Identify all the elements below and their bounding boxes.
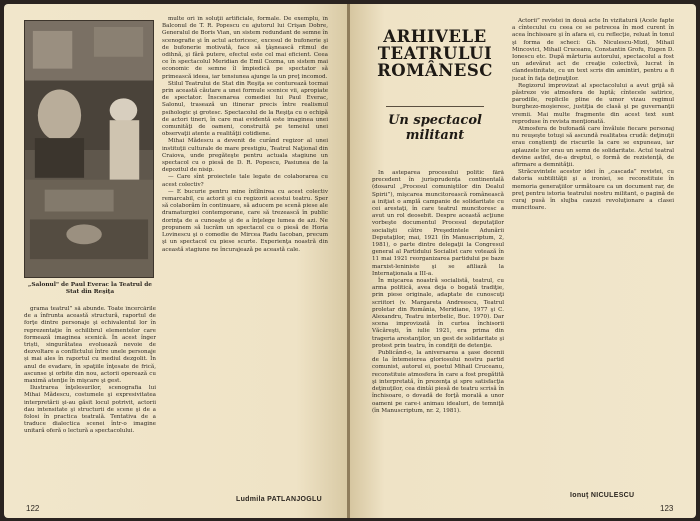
paragraph: În asteparea procesului politic fără precedent în jurisprudența continentală (dosarul „Procesul comuniştilor din Dealul Spirii”), mişcarea muncitorească românească a iniţiat o amplă campanie de solidaritate cu cei arestaţi, în care teatrul muncitoresc a avut un rol deosebit. Despre această acţiune vorbeşte documentul Procesul deputaţilor socialişti către Preşedintele Adunării Deputaţilor, mai, 1921 (în Manuscriptum, 2, 1981), o parte dintre delegaţii la Congresul general al Partidului Socialist care votează în 11 mai 1921 reorganizarea partidului pe baze marxist-leniniste şi se afiliază la Internaţionala a III-a. [372, 170, 504, 277]
right-column-2 [512, 18, 674, 488]
paragraph: Mihai Mădescu a devenit de curând regizor al unei instituţii culturale de mare prestigiu, Teatrul Naţional din Craiova, unde pregăteşte pentru actuala stagiune un spectacol cu o piesă de D. R. Popescu, Pasiunea de la depozitul de nisip. [162, 138, 328, 174]
article-title: Un spectacol militant [388, 113, 482, 143]
page-number: 122 [26, 504, 40, 513]
paragraph: — E bucurie pentru mine întîlnirea cu acest colectiv remarcabil, cu actorii şi cu regizorii acestui teatru. Sper să colaborăm în continuare, să aducem pe scenă piese ale dramaturgiei contemporane, care să trezească în public dorinţa de a cunoaşte şi de a înţelege lumea de azi. Ne propunem să lucrăm un spectacol cu o piesă de Horia Lovinescu şi o comedie de Mircea Radu Iacoban, precum şi un spectacol cu piese scurte. Experienţa noastră din această stagiune ne încurajează pe această cale. [162, 188, 328, 253]
paragraph: — Care sînt proiectele tale legate de colaborarea cu acest colectiv? [162, 174, 328, 188]
magazine-spread [4, 4, 696, 518]
paragraph: Regizorul improvizat al spectacolului a avut grijă să păstreze vie atmosfera de luptă; cîntecele satirice, parodiile, replicile pline de umor vizau regimul burghezo-moşieresc, justiţia de clasă şi pe guvernanţii vremii. Mai multe fragmente din acest text sunt reproduse în revista menţionată. [512, 82, 674, 125]
section-title: ARHIVELE TEATRULUI ROMÂNESC [377, 27, 493, 80]
paragraph: grama teatrul” să abunde. Toate încercările de a înfrunta această structură, raportul de forţe dintre personaje şi echivalentul lor în reprezentaţie în echilibrul elementelor care formează imaginea scenică. În acest înger triști, singurătatea evoluează nevoie de dezvoltare a conflictului între unele personaje și mai ales în raportul cu mediul dezgolit. În anul de evadare, în spaţiile înţesate de frică, ascunse şi orbite din nou, actorii operează cu maximă atenţie în mişcare şi gest. [24, 306, 156, 385]
title-divider [386, 106, 484, 107]
paragraph: multe ori în soluţii artificiale, formale. De exemplu, în Balconul de T. R. Popescu cu ajutorul lui Crişan Dobre, Generalul de Boris Vian, un sistem redundant de semne în scenografie şi în actul actoricesc, excesul de bufonerie şi de bufonerie motivată, face să ţâşnească ritmul de odihnă, şi fără putere, efectul este cel mai eficient. Ceea ce în spectacolul Meridian de Emil Cozma, un sistem mai economic de semne îl împiedică pe spectator să primească ideea, iar tensiunea ajunge la un preţ incomod. [162, 16, 328, 80]
paragraph: Actorii” revistei în două acte În vizitatură (Acele fapte a cîntecului cu ceea ce se petrecea în mod curent în acea închisoare şi în afara ei, cu reflecţie, reluat în tonul şi forma de scheci: Gh. Niculescu-Mizil, Mihail Mincovici, Mihail Cruceanu, Constantin Grofu, Eugen D. Ionescu etc. După mărturia autorului, spectacolul a fost un adevărat act de creaţie colectivă, lucrat în clandestinitate, cu un text scris din amintiri, pentru a fi jucat în faţa deţinuţilor. [512, 18, 674, 82]
paragraph: Străcuvintele acestor idei în „cascada” revistei, cu datoria subtilităţii şi a ironiei, se reconstituie în memoria generaţiilor următoare ca un document rar, de preţ pentru istoria teatrului nostru militant, o pagină de curaj pusă în slujba cauzei revoluţionare a clasei muncitoare. [512, 169, 674, 212]
author-signature: Ludmila PATLANJOGLU [236, 496, 322, 503]
paragraph: Atmosfera de bufonadă care învăluie fiecare personaj nu reuşeşte totuşi să ascundă realitatea crudă: deţinuţii erau conştienţi de riscurile la care se expuneau, iar aplauzele lor erau un semn de solidaritate. Actul teatral devine astfel, de-a dreptul, o formă de rezistenţă, de afirmare a demnităţii. [512, 126, 674, 169]
page-number: 123 [660, 504, 674, 513]
left-column-2 [162, 16, 328, 492]
left-page [4, 4, 348, 518]
right-column-1 [372, 170, 504, 500]
stage-scene-image [25, 21, 153, 277]
paragraph: În mişcarea noastră socialistă, teatrul, cu arma politică, avea deja o bogată tradiţie, prin piese originale, adaptate de cunoscuţi scriitori (v. Margareta Andreescu, Teatrul proletar din România, Meridiane, 1977 şi C. Alexandru, Teatru interbelic, Buc. 1970). Dar scena improvizată în curtea închisorii Văcăreşti, în iulie 1921, era prima din trageria arestanţilor, un gest de solidaritate şi protest prin teatru, în condiţii de detenţie. [372, 278, 504, 349]
paragraph: Ilustrarea înţelesurilor, scenografia lui Mihai Mădescu, costumele şi expresivitatea interpretării şi-au găsit locul potrivit, actorii dau intensitate şi structurii de scene şi de a folosi în practica teatrală. Tentativa de a traduce dialectica scenei într-o imagine unitară oferă o lectură a spectacolului. [24, 385, 156, 435]
paragraph: Publicând-o, la aniversarea a şase decenii de la întemeierea gloriosului nostru partid comunist, autorul ei, poetul Mihail Cruceanu, reconstituie atmosfera în care a fost pregătită şi interpretată, în prezenţa şi spre satisfacţia deţinuţilor, cea dintâi piesă de teatru scrisă în închisoare, o dovadă de forţă morală a unor oameni pe care-i animau idealuri, de temniţă (în Manuscriptum, nr. 2, 1981). [372, 350, 504, 414]
right-page [350, 4, 696, 518]
theatre-photo [24, 20, 154, 278]
author-signature: Ionuţ NICULESCU [570, 492, 635, 499]
left-column-1 [24, 306, 156, 492]
photo-caption: „Salonul" de Paul Everac la Teatrul de Stat din Reşiţa [28, 282, 152, 296]
paragraph: Stilul Teatrului de Stat din Reşiţa se conturează tocmai prin această căutare a unei formule scenice vii, apropiate de spectator. Înscenarea comediei lui Paul Everac, Salonul, trasează un itinerar precis între realismul psihologic şi grotesc. Spectacolul de la Reşiţa cu o echipă de actori tineri, în care mai evidentă este imaginea unei comunităţi de oameni, construită pe temeiul unei observaţii atente a realităţii cotidiene. [162, 80, 328, 138]
